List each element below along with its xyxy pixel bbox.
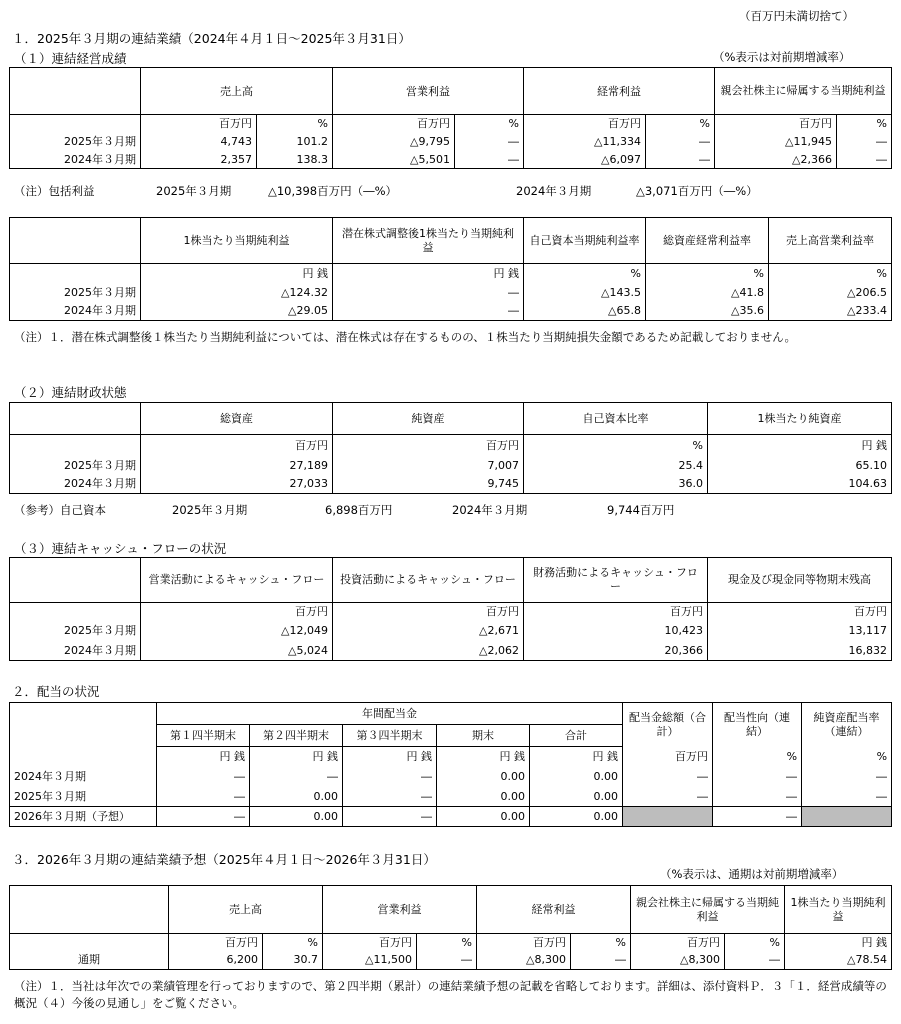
table-row: [10, 807, 892, 827]
unit: %: [524, 435, 708, 456]
section3-title: ３．2026年３月期の連結業績予想（2025年４月１日～2026年３月31日）: [12, 852, 436, 867]
financial-position-table: [9, 402, 892, 494]
forecast-percent-note: （%表示は、通期は対前期増減率）: [660, 867, 844, 881]
unit: 円 銭: [343, 747, 437, 767]
table-row: [10, 283, 892, 302]
header-payout-ratio: 配当性向（連結）: [713, 703, 802, 747]
cell: 0.00: [530, 807, 623, 827]
cell: 25.4: [524, 456, 708, 475]
cell: △2,062: [333, 641, 524, 661]
header-total-assets: 総資産: [141, 403, 333, 435]
cell: ―: [343, 787, 437, 807]
cell: ―: [646, 133, 715, 151]
unit-blank: [10, 603, 141, 621]
cell: 10,423: [524, 621, 708, 641]
unit: 百万円: [141, 603, 333, 621]
header-net-assets: 純資産: [333, 403, 524, 435]
cell: ―: [646, 151, 715, 169]
operating-results-table: [9, 67, 892, 169]
header-financing-cf: 財務活動によるキャッシュ・フロー: [524, 558, 708, 603]
unit: 百万円: [477, 934, 571, 951]
unit-blank: [10, 264, 141, 283]
header-cash-end: 現金及び現金同等物期末残高: [708, 558, 892, 603]
header-diluted-eps: 潜在株式調整後1株当たり当期純利益: [333, 218, 524, 264]
unit: 百万円: [631, 934, 725, 951]
cell: 0.00: [437, 807, 530, 827]
unit-note: （百万円未満切捨て）: [739, 9, 854, 23]
cell: △5,501: [333, 151, 455, 169]
cell: 104.63: [708, 475, 892, 494]
unit: %: [417, 934, 477, 951]
unit-blank: [10, 934, 169, 951]
row-label: 2025年３月期: [10, 621, 141, 641]
cell: ―: [343, 767, 437, 787]
cell: ―: [157, 807, 250, 827]
unit: 百万円: [169, 934, 263, 951]
header-ordinary-profit: 経常利益: [524, 68, 715, 115]
cell: 27,033: [141, 475, 333, 494]
cell: △206.5: [769, 283, 892, 302]
header-net-income: 親会社株主に帰属する当期純利益: [631, 886, 785, 934]
header-blank: [10, 703, 157, 747]
cell: △41.8: [646, 283, 769, 302]
unit: %: [646, 264, 769, 283]
header-eps: 1株当たり当期純利益: [785, 886, 892, 934]
table-row: [10, 787, 892, 807]
row-label: 2025年３月期: [10, 456, 141, 475]
cell: △143.5: [524, 283, 646, 302]
cell: ―: [623, 787, 713, 807]
comprehensive-income-period1: 2025年３月期: [156, 184, 232, 198]
header-blank: [10, 68, 141, 115]
cell: △9,795: [333, 133, 455, 151]
unit: %: [263, 934, 323, 951]
cell: △8,300: [477, 951, 571, 970]
comprehensive-income-label: （注）包括利益: [14, 184, 95, 198]
cell: ―: [417, 951, 477, 970]
unit: %: [769, 264, 892, 283]
cell: 13,117: [708, 621, 892, 641]
header-ordinary-profit: 経常利益: [477, 886, 631, 934]
section1-3-title: （３）連結キャッシュ・フローの状況: [14, 541, 227, 556]
header-bps: 1株当たり純資産: [708, 403, 892, 435]
unit: 百万円: [524, 603, 708, 621]
cell: △124.32: [141, 283, 333, 302]
unit: 百万円: [524, 115, 646, 133]
forecast-table: [9, 885, 892, 970]
header-sales: 売上高: [169, 886, 323, 934]
unit: %: [713, 747, 802, 767]
table-row: [10, 151, 892, 169]
unit: 百万円: [715, 115, 837, 133]
cash-flow-table: [9, 557, 892, 661]
header-q3: 第３四半期末: [343, 725, 437, 747]
cell: ―: [837, 151, 892, 169]
cell: ―: [250, 767, 343, 787]
row-label: 通期: [10, 951, 169, 970]
comprehensive-income-value2: △3,071百万円（―%）: [636, 184, 758, 198]
cell: ―: [571, 951, 631, 970]
table-row: [10, 951, 892, 970]
cell: 138.3: [257, 151, 333, 169]
unit: %: [571, 934, 631, 951]
cell: 0.00: [530, 787, 623, 807]
unit: 百万円: [333, 603, 524, 621]
header-blank: [10, 218, 141, 264]
header-blank: [10, 886, 169, 934]
header-annual-dividend: 年間配当金: [157, 703, 623, 725]
header-roe: 自己資本当期純利益率: [524, 218, 646, 264]
cell: ―: [713, 767, 802, 787]
cell: △8,300: [631, 951, 725, 970]
cell: △6,097: [524, 151, 646, 169]
cell: ―: [333, 283, 524, 302]
unit-blank: [10, 115, 141, 133]
row-label: 2026年３月期（予想）: [10, 807, 157, 827]
cell: 101.2: [257, 133, 333, 151]
unit: 百万円: [333, 435, 524, 456]
row-label: 2025年３月期: [10, 133, 141, 151]
cell: ―: [455, 151, 524, 169]
equity-ref-period1: 2025年３月期: [172, 503, 248, 517]
cell: ―: [157, 767, 250, 787]
header-operating-profit: 営業利益: [333, 68, 524, 115]
header-investing-cf: 投資活動によるキャッシュ・フロー: [333, 558, 524, 603]
unit-blank: [10, 435, 141, 456]
row-label: 2024年３月期: [10, 475, 141, 494]
cell: 0.00: [530, 767, 623, 787]
cell: 2,357: [141, 151, 257, 169]
cell: △2,671: [333, 621, 524, 641]
equity-ref-period2: 2024年３月期: [452, 503, 528, 517]
cell: ―: [713, 807, 802, 827]
unit: 百万円: [623, 747, 713, 767]
cell: 0.00: [250, 807, 343, 827]
table-row: [10, 302, 892, 321]
cell: ―: [802, 787, 892, 807]
cell: △29.05: [141, 302, 333, 321]
cell: ―: [455, 133, 524, 151]
cell: ―: [837, 133, 892, 151]
unit: %: [725, 934, 785, 951]
cell: 4,743: [141, 133, 257, 151]
cell: △11,500: [323, 951, 417, 970]
unit: 百万円: [141, 115, 257, 133]
cell-shaded: [623, 807, 713, 827]
row-label: 2024年３月期: [10, 641, 141, 661]
cell: 0.00: [437, 767, 530, 787]
unit: 百万円: [141, 435, 333, 456]
cell: 0.00: [437, 787, 530, 807]
header-doe: 純資産配当率（連結）: [802, 703, 892, 747]
unit: %: [455, 115, 524, 133]
section1-title: １．2025年３月期の連結業績（2024年４月１日～2025年３月31日）: [12, 31, 411, 46]
unit: %: [646, 115, 715, 133]
header-q2: 第２四半期末: [250, 725, 343, 747]
unit: 百万円: [333, 115, 455, 133]
header-net-income: 親会社株主に帰属する当期純利益: [715, 68, 892, 115]
row-label: 2025年３月期: [10, 787, 157, 807]
table-row: [10, 641, 892, 661]
cell: 30.7: [263, 951, 323, 970]
cell: ―: [713, 787, 802, 807]
unit: %: [837, 115, 892, 133]
cell: 16,832: [708, 641, 892, 661]
unit: 円 銭: [141, 264, 333, 283]
cell: 36.0: [524, 475, 708, 494]
table-row: [10, 621, 892, 641]
cell: △5,024: [141, 641, 333, 661]
unit-blank: [10, 747, 157, 767]
dividend-table: [9, 702, 892, 827]
row-label: 2024年３月期: [10, 151, 141, 169]
header-eps: 1株当たり当期純利益: [141, 218, 333, 264]
unit: 円 銭: [250, 747, 343, 767]
cell: △11,945: [715, 133, 837, 151]
equity-ref-value1: 6,898百万円: [325, 503, 393, 517]
cell: 27,189: [141, 456, 333, 475]
header-blank: [10, 403, 141, 435]
header-operating-profit: 営業利益: [323, 886, 477, 934]
per-share-ratios-table: [9, 217, 892, 321]
cell: 0.00: [250, 787, 343, 807]
header-q1: 第１四半期末: [157, 725, 250, 747]
section2-title: ２．配当の状況: [12, 684, 100, 699]
comprehensive-income-period2: 2024年３月期: [516, 184, 592, 198]
header-blank: [10, 558, 141, 603]
unit: %: [802, 747, 892, 767]
unit: 円 銭: [530, 747, 623, 767]
cell: △233.4: [769, 302, 892, 321]
header-operating-margin: 売上高営業利益率: [769, 218, 892, 264]
cell: 65.10: [708, 456, 892, 475]
header-dividend-total: 配当金総額（合計）: [623, 703, 713, 747]
header-equity-ratio: 自己資本比率: [524, 403, 708, 435]
unit: 円 銭: [708, 435, 892, 456]
header-operating-cf: 営業活動によるキャッシュ・フロー: [141, 558, 333, 603]
table-row: [10, 133, 892, 151]
table-row: [10, 767, 892, 787]
cell: ―: [333, 302, 524, 321]
section1-1-title: （１）連結経営成績: [14, 51, 127, 66]
unit: %: [257, 115, 333, 133]
cell-shaded: [802, 807, 892, 827]
cell: 9,745: [333, 475, 524, 494]
forecast-footnote: （注）１．当社は年次での業績管理を行っておりますので、第２四半期（累計）の連結業績予想の記載を省略しております。詳細は、添付資料Ｐ．３「１．経営成績等の概況（４）今後の見通し」をご覧ください。: [14, 979, 887, 1010]
cell: △35.6: [646, 302, 769, 321]
row-label: 2024年３月期: [10, 767, 157, 787]
cell: △11,334: [524, 133, 646, 151]
cell: ―: [343, 807, 437, 827]
row-label: 2024年３月期: [10, 302, 141, 321]
cell: 20,366: [524, 641, 708, 661]
unit: 百万円: [323, 934, 417, 951]
cell: ―: [725, 951, 785, 970]
unit: 円 銭: [437, 747, 530, 767]
equity-ref-value2: 9,744百万円: [607, 503, 675, 517]
header-sales: 売上高: [141, 68, 333, 115]
cell: ―: [802, 767, 892, 787]
unit: %: [524, 264, 646, 283]
comprehensive-income-value1: △10,398百万円（―%）: [268, 184, 398, 198]
section1-2-title: （２）連結財政状態: [14, 385, 127, 400]
row-label: 2025年３月期: [10, 283, 141, 302]
table-row: [10, 475, 892, 494]
header-roa: 総資産経常利益率: [646, 218, 769, 264]
cell: 7,007: [333, 456, 524, 475]
unit: 円 銭: [333, 264, 524, 283]
cell: 6,200: [169, 951, 263, 970]
table-row: [10, 456, 892, 475]
equity-ref-label: （参考）自己資本: [14, 503, 106, 517]
header-total: 合計: [530, 725, 623, 747]
percent-note: （%表示は対前期増減率）: [713, 50, 851, 64]
cell: △2,366: [715, 151, 837, 169]
cell: ―: [157, 787, 250, 807]
unit: 円 銭: [157, 747, 250, 767]
eps-footnote: （注）１．潜在株式調整後１株当たり当期純利益については、潜在株式は存在するものの、１株当たり当期純損失金額であるため記載しておりません。: [14, 330, 796, 344]
cell: ―: [623, 767, 713, 787]
cell: △65.8: [524, 302, 646, 321]
cell: △12,049: [141, 621, 333, 641]
cell: △78.54: [785, 951, 892, 970]
header-year-end: 期末: [437, 725, 530, 747]
unit: 円 銭: [785, 934, 892, 951]
unit: 百万円: [708, 603, 892, 621]
